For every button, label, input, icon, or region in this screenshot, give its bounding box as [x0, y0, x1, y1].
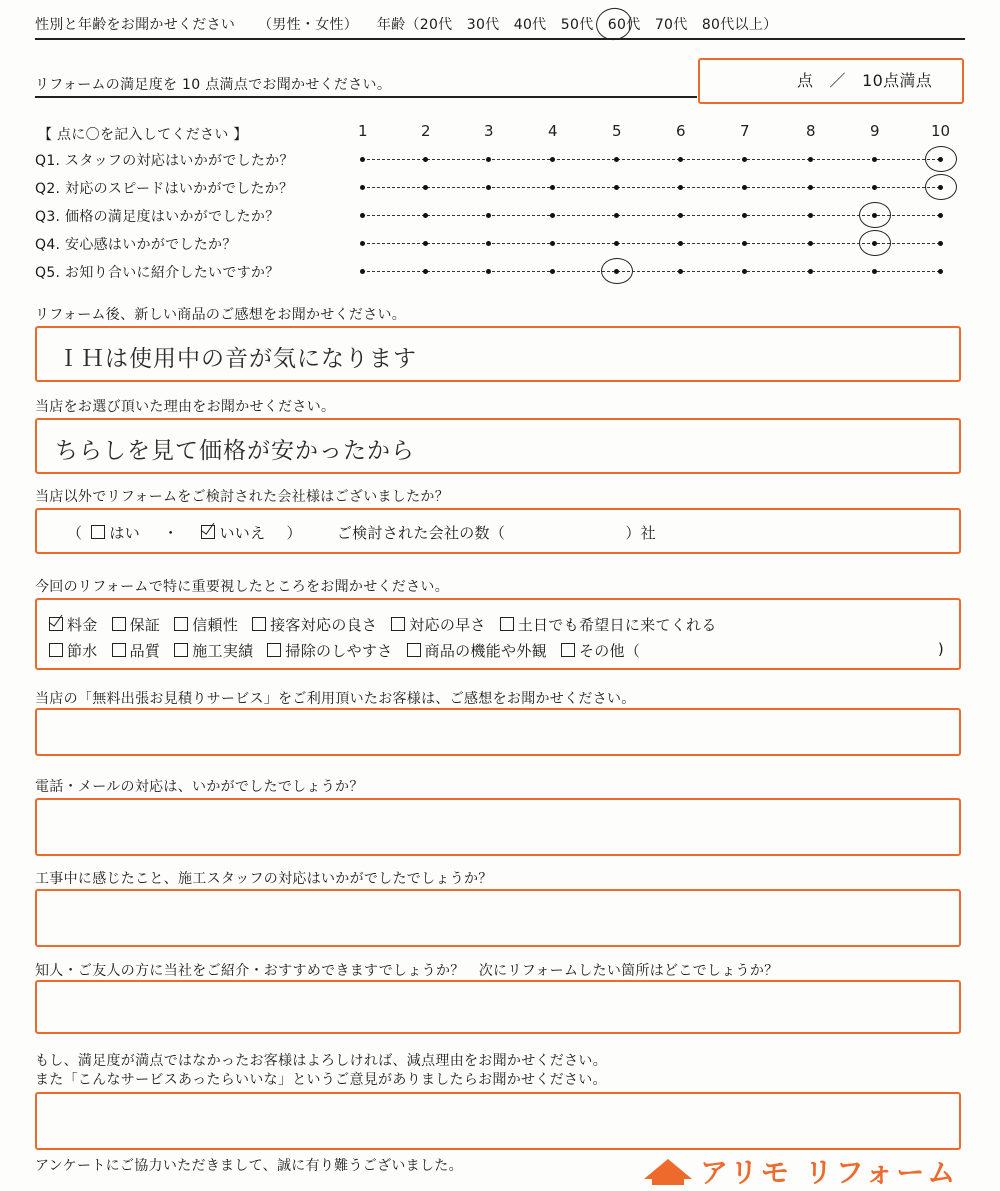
no-option[interactable] [201, 524, 265, 542]
rating-scale-line [362, 271, 940, 272]
rating-point[interactable] [614, 241, 619, 246]
priority-checkbox[interactable] [112, 617, 126, 631]
option-separator: ・ [163, 524, 179, 542]
rating-point[interactable] [550, 213, 555, 218]
rating-answer-circle [601, 258, 633, 284]
age-options: 年齢（20代 30代 40代 50代 60代 70代 80代以上） [376, 17, 778, 33]
rating-point[interactable] [808, 241, 813, 246]
priority-option[interactable] [267, 642, 392, 660]
scale-number: 4 [548, 122, 558, 140]
priority-option[interactable] [252, 616, 377, 634]
phone-mail-box[interactable] [35, 798, 961, 856]
rating-point[interactable] [678, 213, 683, 218]
header-divider [35, 38, 965, 40]
company-count-suffix: ）社 [625, 524, 656, 542]
rating-scale-line [362, 243, 940, 244]
impressions-answer-box[interactable] [35, 326, 961, 382]
open-paren: （ [67, 524, 83, 542]
rating-point[interactable] [808, 157, 813, 162]
reason-answer-box[interactable] [35, 418, 961, 474]
priority-checkbox[interactable] [174, 617, 188, 631]
priority-label: 対応の早さ [409, 616, 486, 634]
rating-point[interactable] [614, 185, 619, 190]
referral-question: 知人・ご友人の方に当社をご紹介・おすすめできますでしょうか？ 次にリフォームしたい箇所はどこでしょうか？ [35, 963, 779, 979]
rating-point[interactable] [486, 157, 491, 162]
rating-point[interactable] [808, 269, 813, 274]
scale-number: 8 [806, 122, 816, 140]
gender-age-question [35, 14, 777, 34]
priority-checkbox[interactable] [500, 617, 514, 631]
rating-scale-line [362, 187, 940, 188]
rating-answer-circle [925, 174, 957, 200]
priority-checkbox[interactable] [112, 643, 126, 657]
phone-mail-question: 電話・メールの対応は、いかがでしたでしょうか？ [35, 779, 364, 795]
referral-box[interactable] [35, 980, 961, 1034]
priority-checkbox[interactable] [49, 617, 63, 631]
rating-point[interactable] [423, 241, 428, 246]
rating-point[interactable] [678, 185, 683, 190]
rating-question-label: Q3. 価格の満足度はいかがでしたか？ [35, 209, 280, 225]
priority-label: 商品の機能や外観 [424, 642, 547, 660]
rating-point[interactable] [550, 269, 555, 274]
priority-option[interactable] [561, 642, 640, 660]
deduction-question-line1: もし、満足度が満点ではなかったお客様はよろしければ、減点理由をお聞かせください。 [35, 1053, 607, 1069]
priority-option[interactable] [112, 642, 161, 660]
satisfaction-underline [35, 96, 697, 98]
rating-point[interactable] [938, 241, 943, 246]
priority-checkbox[interactable] [174, 643, 188, 657]
rating-point[interactable] [742, 241, 747, 246]
scale-number: 6 [676, 122, 686, 140]
close-paren: ） [286, 524, 302, 542]
rating-point[interactable] [742, 269, 747, 274]
rating-point[interactable] [742, 213, 747, 218]
house-icon [640, 1153, 696, 1183]
priority-checkbox[interactable] [49, 643, 63, 657]
rating-point[interactable] [808, 185, 813, 190]
priority-label: 土日でも希望日に来てくれる [517, 616, 717, 634]
rating-point[interactable] [423, 185, 428, 190]
priority-option[interactable] [174, 616, 238, 634]
rating-question-label: Q2. 対応のスピードはいかがでしたか？ [35, 181, 294, 197]
rating-question-label: Q4. 安心感はいかがでしたか？ [35, 237, 237, 253]
rating-point[interactable] [742, 157, 747, 162]
impressions-question: リフォーム後、新しい商品のご感想をお聞かせください。 [35, 307, 407, 323]
reason-answer: ちらしを見て価格が安かったから [55, 438, 415, 464]
rating-point[interactable] [808, 213, 813, 218]
priority-option[interactable] [112, 616, 161, 634]
scale-number: 10 [931, 122, 951, 140]
rating-point[interactable] [550, 185, 555, 190]
rating-point[interactable] [678, 269, 683, 274]
yes-checkbox[interactable] [91, 525, 105, 539]
no-checkbox[interactable] [201, 525, 215, 539]
priority-checkbox[interactable] [267, 643, 281, 657]
rating-scale-line [362, 159, 940, 160]
rating-point[interactable] [678, 157, 683, 162]
priority-checkbox[interactable] [561, 643, 575, 657]
priority-option[interactable] [391, 616, 486, 634]
gender-options: （男性・女性） [257, 17, 359, 33]
priority-label: 施工実績 [192, 642, 254, 660]
rating-answer-circle [925, 146, 957, 172]
no-label: いいえ [219, 524, 266, 542]
rating-point[interactable] [423, 157, 428, 162]
rating-point[interactable] [360, 157, 365, 162]
reason-question: 当店をお選び頂いた理由をお聞かせください。 [35, 399, 336, 415]
scale-number: 5 [612, 122, 622, 140]
scale-number: 1 [358, 122, 368, 140]
company-logo [640, 1153, 959, 1189]
rating-answer-circle [859, 230, 891, 256]
priority-option[interactable] [49, 616, 98, 634]
priority-option[interactable] [407, 642, 547, 660]
rating-point[interactable] [872, 269, 877, 274]
scale-number: 7 [740, 122, 750, 140]
rating-point[interactable] [742, 185, 747, 190]
rating-point[interactable] [872, 157, 877, 162]
rating-point[interactable] [872, 185, 877, 190]
priority-label: 品質 [129, 642, 161, 660]
priority-label: その他（ [578, 642, 641, 660]
priorities-row2 [49, 640, 944, 661]
other-company-box [35, 508, 961, 554]
scale-number: 2 [421, 122, 431, 140]
rating-point[interactable] [938, 269, 943, 274]
priority-option[interactable] [49, 642, 98, 660]
rating-point[interactable] [486, 185, 491, 190]
rating-point[interactable] [614, 213, 619, 218]
rating-answer-circle [859, 202, 891, 228]
rating-instruction: 【 点に〇を記入してください 】 [38, 127, 248, 143]
rating-point[interactable] [486, 213, 491, 218]
priority-label: 接客対応の良さ [270, 616, 378, 634]
priority-label: 信頼性 [192, 616, 239, 634]
priority-label: 節水 [67, 642, 98, 660]
priority-label: 保証 [129, 616, 161, 634]
priority-label: 掃除のしやすさ [285, 642, 393, 660]
estimate-service-question: 当店の「無料出張お見積りサービス」をご利用頂いたお客様は、ご感想をお聞かせください。 [35, 691, 636, 707]
company-count-label: ご検討された会社の数（ [336, 524, 506, 542]
other-close-paren: ) [937, 640, 944, 658]
rating-point[interactable] [938, 213, 943, 218]
rating-scale-line [362, 215, 940, 216]
rating-point[interactable] [423, 269, 428, 274]
impressions-answer: ＩＨは使用中の音が気になります [57, 346, 417, 372]
priorities-row1 [49, 614, 731, 635]
satisfaction-score-box[interactable] [698, 58, 964, 104]
other-company-options [67, 522, 656, 543]
priority-checkbox[interactable] [391, 617, 405, 631]
priorities-box [35, 598, 961, 670]
construction-box[interactable] [35, 889, 961, 947]
deduction-question-line2: また「こんなサービスあったらいいな」というご意見がありましたらお聞かせください。 [35, 1072, 607, 1088]
deduction-box[interactable] [35, 1092, 961, 1150]
rating-point[interactable] [486, 269, 491, 274]
rating-point[interactable] [550, 241, 555, 246]
rating-point[interactable] [360, 213, 365, 218]
satisfaction-box-text: 点 ／ 10点満点 [796, 71, 932, 90]
rating-point[interactable] [360, 185, 365, 190]
rating-point[interactable] [486, 241, 491, 246]
priority-checkbox[interactable] [407, 643, 421, 657]
rating-question-label: Q5. お知り合いに紹介したいですか？ [35, 265, 280, 281]
priority-option[interactable] [500, 616, 717, 634]
scale-number: 9 [870, 122, 880, 140]
priority-option[interactable] [174, 642, 253, 660]
rating-point[interactable] [423, 213, 428, 218]
satisfaction-question: リフォームの満足度を 10 点満点でお聞かせください。 [35, 77, 392, 93]
construction-question: 工事中に感じたこと、施工スタッフの対応はいかがでしたでしょうか？ [35, 871, 493, 887]
scale-number: 3 [484, 122, 494, 140]
rating-point[interactable] [360, 241, 365, 246]
gender-age-label: 性別と年齢をお聞かせください [35, 17, 236, 33]
yes-option[interactable] [91, 524, 140, 542]
other-company-question: 当店以外でリフォームをご検討された会社様はございましたか？ [35, 489, 449, 505]
rating-point[interactable] [678, 241, 683, 246]
logo-text: アリモ リフォーム [700, 1156, 959, 1189]
estimate-service-box[interactable] [35, 708, 961, 756]
rating-point[interactable] [360, 269, 365, 274]
priorities-question: 今回のリフォームで特に重要視したところをお聞かせください。 [35, 579, 449, 595]
thanks-message: アンケートにご協力いただきまして、誠に有り難うございました。 [35, 1158, 463, 1174]
priority-checkbox[interactable] [252, 617, 266, 631]
yes-label: はい [109, 524, 140, 542]
rating-question-label: Q1. スタッフの対応はいかがでしたか？ [35, 153, 294, 169]
rating-point[interactable] [614, 157, 619, 162]
priority-label: 料金 [67, 616, 98, 634]
rating-point[interactable] [550, 157, 555, 162]
